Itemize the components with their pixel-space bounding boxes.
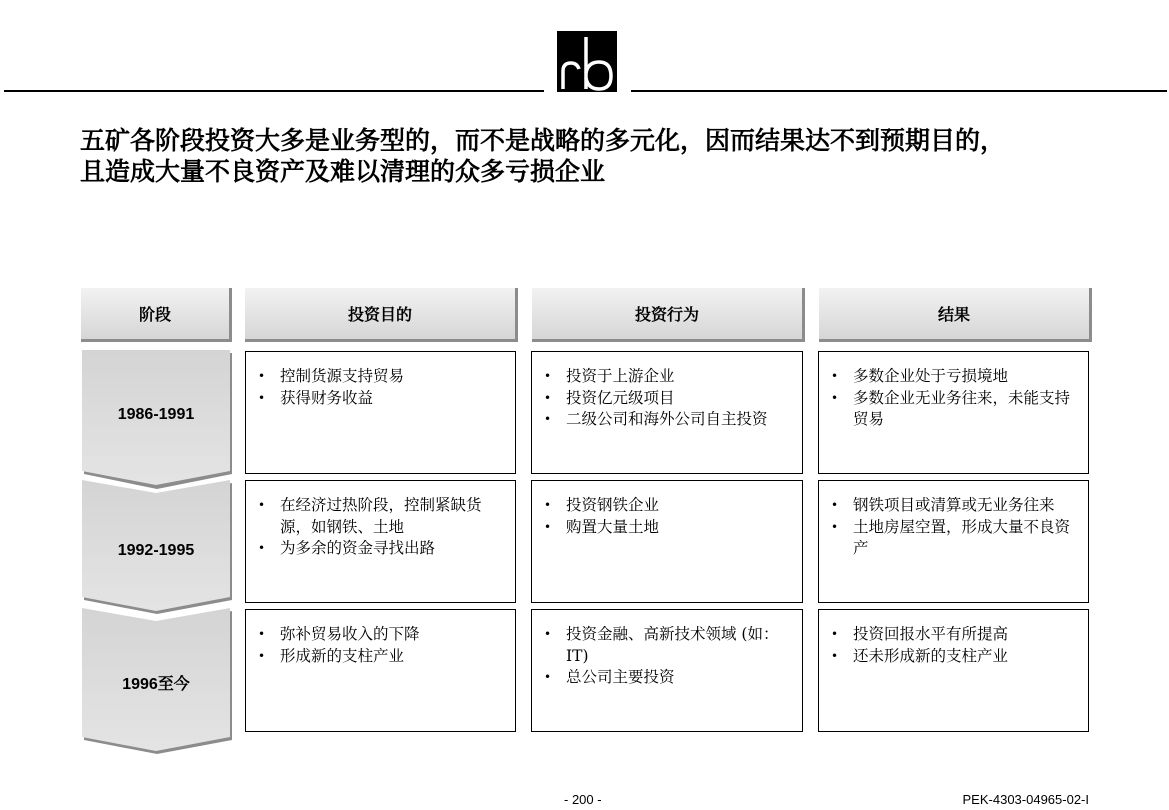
title-line-1: 五矿各阶段投资大多是业务型的，而不是战略的多元化，因而结果达不到预期目的，	[80, 126, 1006, 155]
list-item: • 投资金融、高新技术领域 (如：IT)	[544, 624, 792, 667]
list-item: • 土地房屋空置，形成大量不良资产	[831, 517, 1078, 560]
title-line-2: 且造成大量不良资产及难以清理的众多亏损企业	[80, 157, 606, 186]
cell-behavior-2	[531, 480, 803, 603]
list-item: • 多数企业处于亏损境地	[831, 366, 1078, 388]
header-behavior: 投资行为	[532, 288, 805, 342]
header-result: 结果	[819, 288, 1092, 342]
list-item: • 投资回报水平有所提高	[831, 624, 1078, 646]
cell-behavior-3	[531, 609, 803, 732]
cell-behavior-1	[531, 351, 803, 474]
stage-arrow-2	[82, 480, 234, 615]
rb-logo-icon	[557, 31, 617, 92]
list-item: • 投资钢铁企业	[544, 495, 792, 517]
page-number: - 200 -	[564, 792, 602, 807]
list-item: • 多数企业无业务往来，未能支持贸易	[831, 388, 1078, 431]
cell-result-2	[818, 480, 1089, 603]
list-item: • 总公司主要投资	[544, 667, 792, 689]
list-item: • 投资于上游企业	[544, 366, 792, 388]
cell-purpose-3	[245, 609, 516, 732]
list-item: • 还未形成新的支柱产业	[831, 646, 1078, 668]
header-rule-left	[4, 90, 544, 92]
list-item: • 购置大量土地	[544, 517, 792, 539]
cell-purpose-1	[245, 351, 516, 474]
slide-title	[80, 125, 1080, 187]
list-item: • 钢铁项目或清算或无业务往来	[831, 495, 1078, 517]
list-item: • 投资亿元级项目	[544, 388, 792, 410]
list-item: • 弥补贸易收入的下降	[258, 624, 505, 646]
list-item: • 控制货源支持贸易	[258, 366, 505, 388]
stage-arrow-3	[82, 608, 234, 756]
list-item: • 为多余的资金寻找出路	[258, 538, 505, 560]
header-purpose: 投资目的	[245, 288, 518, 342]
document-code: PEK-4303-04965-02-I	[962, 792, 1089, 807]
stage-label-1: 1986-1991	[117, 406, 195, 423]
cell-result-1	[818, 351, 1089, 474]
cell-result-3	[818, 609, 1089, 732]
header-stage: 阶段	[81, 288, 232, 342]
stage-label-2: 1992-1995	[117, 542, 195, 559]
list-item: • 获得财务收益	[258, 388, 505, 410]
list-item: • 在经济过热阶段，控制紧缺货源，如钢铁、土地	[258, 495, 505, 538]
stage-label-3: 1996至今	[122, 676, 190, 693]
cell-purpose-2	[245, 480, 516, 603]
header-rule-right	[631, 90, 1167, 92]
stage-arrow-1	[82, 350, 234, 490]
list-item: • 形成新的支柱产业	[258, 646, 505, 668]
list-item: • 二级公司和海外公司自主投资	[544, 409, 792, 431]
